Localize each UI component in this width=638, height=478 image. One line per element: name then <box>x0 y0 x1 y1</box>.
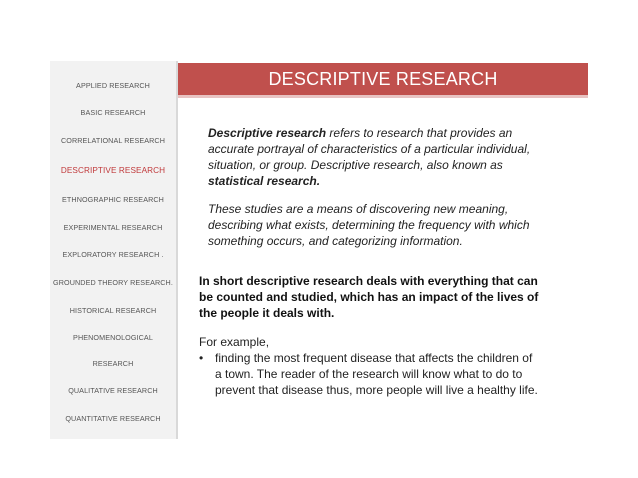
title-underline <box>178 95 588 98</box>
sidebar-item-phenomenological[interactable]: PHENOMENOLOGICAL <box>73 333 153 342</box>
sidebar-item-qualitative-research[interactable]: QUALITATIVE RESEARCH <box>68 386 158 395</box>
sidebar-item-grounded-theory-research[interactable]: GROUNDED THEORY RESEARCH. <box>53 278 173 287</box>
term-statistical-research: statistical research. <box>208 174 321 188</box>
sidebar-item-research[interactable]: RESEARCH <box>92 359 134 368</box>
term-descriptive-research: Descriptive research <box>208 126 327 140</box>
sidebar-item-ethnographic-research[interactable]: ETHNOGRAPHIC RESEARCH <box>62 195 164 204</box>
definition-paragraph <box>208 125 538 189</box>
sidebar-item-historical-research[interactable]: HISTORICAL RESEARCH <box>69 306 157 315</box>
sidebar-item-correlational-research[interactable]: CORRELATIONAL RESEARCH <box>60 136 166 145</box>
page-title: DESCRIPTIVE RESEARCH <box>268 68 498 89</box>
bullet-text: finding the most frequent disease that affects the children of a town. The reader of the research will know what to do to prevent that disease thus, more people will live a healthy life. <box>215 351 538 397</box>
purpose-paragraph: These studies are a means of discovering new meaning, describing what exists, determining the frequency with which something occurs, and categorizing information. <box>208 202 530 248</box>
sidebar-item-basic-research[interactable]: BASIC RESEARCH <box>80 108 146 117</box>
sidebar-item-descriptive-research[interactable]: DESCRIPTIVE RESEARCH <box>60 166 166 175</box>
sidebar-nav <box>50 61 178 439</box>
bullet-icon: • <box>199 351 204 365</box>
title-bar <box>178 63 588 95</box>
summary-paragraph: In short descriptive research deals with everything that can be counted and studied, which has an impact of the lives of the people it deals with. <box>199 274 539 320</box>
sidebar-item-applied-research[interactable]: APPLIED RESEARCH <box>76 81 150 90</box>
sidebar-item-quantitative-research[interactable]: QUANTITATIVE RESEARCH <box>65 414 161 423</box>
example-label: For example, <box>199 335 270 349</box>
sidebar-item-experimental-research[interactable]: EXPERIMENTAL RESEARCH <box>63 223 163 232</box>
list-item <box>199 350 539 398</box>
example-section <box>199 334 539 398</box>
sidebar-item-exploratory-research[interactable]: EXPLORATORY RESEARCH . <box>62 250 164 259</box>
definition-text: refers to research that provides an accurate portrayal of characteristics of a particular individual, situation, or group. Descriptive research, also known as <box>208 126 531 172</box>
